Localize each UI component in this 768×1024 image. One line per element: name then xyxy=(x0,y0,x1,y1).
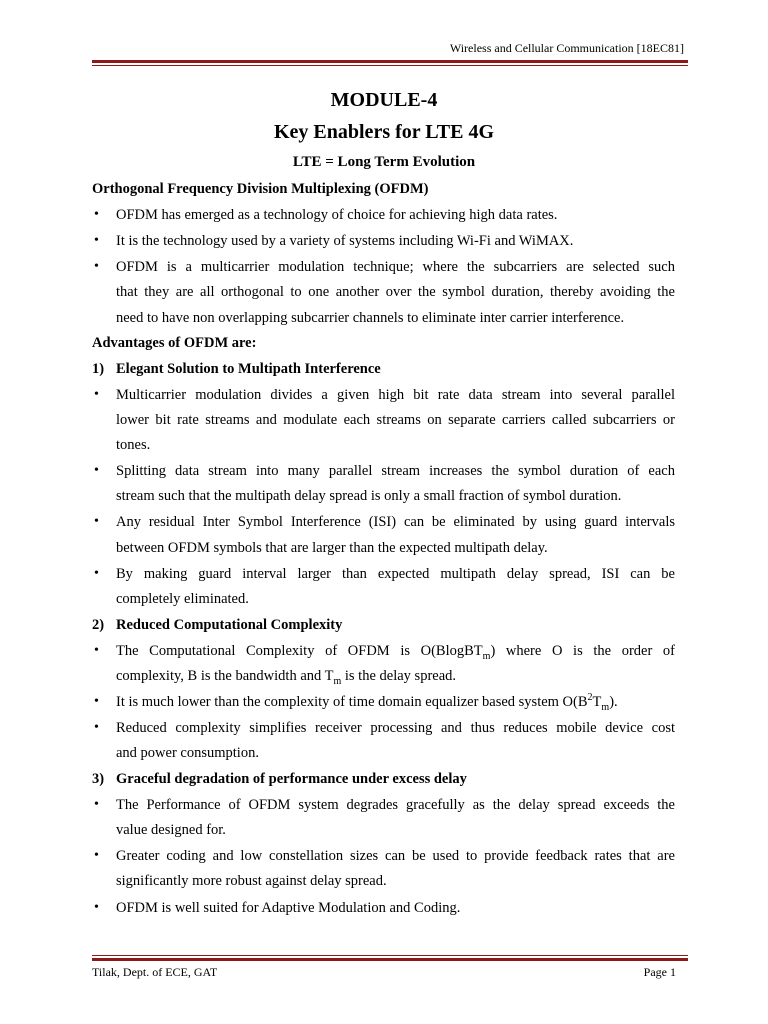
bullet-icon: • xyxy=(94,694,99,709)
s1-bullet-4-line-2: completely eliminated. xyxy=(116,591,249,607)
bullet-icon: • xyxy=(94,387,99,402)
s1-bullet-1-line-1: Multicarrier modulation divides a given high bit rate data stream into several parallel xyxy=(116,387,675,403)
module-title: MODULE-4 xyxy=(330,89,438,111)
section-1-title: Elegant Solution to Multipath Interference xyxy=(116,361,381,377)
header-rule-thick xyxy=(92,60,688,63)
superscript-2: 2 xyxy=(587,692,593,704)
header-rule-thin xyxy=(92,65,688,66)
page-number: Page 1 xyxy=(643,965,676,979)
s2-bullet-2 xyxy=(116,693,618,711)
section-1-number: 1) xyxy=(92,361,105,377)
bullet-icon: • xyxy=(94,233,99,248)
s1-bullet-3-line-2: between OFDM symbols that are larger than the expected multipath delay. xyxy=(116,540,548,556)
bullet-icon: • xyxy=(94,720,99,735)
ofdm-bullet-3-line-1: OFDM is a multicarrier modulation technique; where the subcarriers are selected such xyxy=(116,259,675,275)
bullet-icon: • xyxy=(94,566,99,581)
bullet-icon: • xyxy=(94,514,99,529)
s2-bullet-3-line-2: and power consumption. xyxy=(116,745,259,761)
complexity-text-end: ) where O is the order of xyxy=(490,643,675,659)
s3-bullet-1-line-2: value designed for. xyxy=(116,822,226,838)
equalizer-text: It is much lower than the complexity of time domain equalizer based system O(B xyxy=(116,694,588,710)
s1-bullet-2-line-1: Splitting data stream into many parallel stream increases the symbol duration of each xyxy=(116,463,675,479)
ofdm-bullet-3-line-2: that they are all orthogonal to one another over the symbol duration, thereby avoiding the xyxy=(116,284,675,300)
ofdm-bullet-2: It is the technology used by a variety of systems including Wi-Fi and WiMAX. xyxy=(116,233,574,249)
complexity-text-2: complexity, B is the bandwidth and T xyxy=(116,668,334,684)
section-3-number: 3) xyxy=(92,771,105,787)
footer-author: Tilak, Dept. of ECE, GAT xyxy=(92,965,218,979)
s1-bullet-3-line-1: Any residual Inter Symbol Interference (ISI) can be eliminated by using guard intervals xyxy=(116,514,675,530)
ofdm-bullet-3-line-3: need to have non overlapping subcarrier channels to eliminate inter carrier interference. xyxy=(116,310,625,326)
bullet-icon: • xyxy=(94,207,99,222)
s1-bullet-2-line-2: stream such that the multipath delay spread is only a small fraction of symbol duration. xyxy=(116,488,622,504)
s3-bullet-1-line-1: The Performance of OFDM system degrades gracefully as the delay spread exceeds the xyxy=(116,797,675,813)
footer-rule-thin xyxy=(92,955,688,956)
s1-bullet-1-line-2: lower bit rate streams and modulate each streams on separate carriers called subcarriers or xyxy=(116,412,675,428)
page-subtitle: LTE = Long Term Evolution xyxy=(292,154,476,170)
s2-bullet-1-line-2 xyxy=(116,667,456,685)
bullet-icon: • xyxy=(94,463,99,478)
complexity-text-2-end: is the delay spread. xyxy=(341,668,457,684)
s3-bullet-2-line-2: significantly more robust against delay spread. xyxy=(116,873,387,889)
bullet-icon: • xyxy=(94,900,99,915)
bullet-icon: • xyxy=(94,848,99,863)
section-2-title: Reduced Computational Complexity xyxy=(116,617,343,633)
subscript-m: m xyxy=(482,650,491,662)
section-3-title: Graceful degradation of performance under excess delay xyxy=(116,771,467,787)
ofdm-bullet-1: OFDM has emerged as a technology of choice for achieving high data rates. xyxy=(116,207,558,223)
bullet-icon: • xyxy=(94,797,99,812)
page-title: Key Enablers for LTE 4G xyxy=(273,121,495,143)
s1-bullet-1-line-3: tones. xyxy=(116,437,151,453)
s3-bullet-2-line-1: Greater coding and low constellation sizes can be used to provide feedback rates that are xyxy=(116,848,675,864)
subscript-m: m xyxy=(601,701,610,713)
section-2-number: 2) xyxy=(92,617,105,633)
s3-bullet-3: OFDM is well suited for Adaptive Modulation and Coding. xyxy=(116,900,461,916)
s2-bullet-3-line-1: Reduced complexity simplifies receiver processing and thus reduces mobile device cost xyxy=(116,720,675,736)
s1-bullet-4-line-1: By making guard interval larger than expected multipath delay spread, ISI can be xyxy=(116,566,675,582)
subscript-m: m xyxy=(333,675,342,687)
s2-bullet-1-line-1 xyxy=(116,642,675,660)
advantages-heading: Advantages of OFDM are: xyxy=(92,335,257,351)
complexity-text: The Computational Complexity of OFDM is O(BlogBT xyxy=(116,643,483,659)
running-header: Wireless and Cellular Communication [18EC81] xyxy=(449,41,684,55)
equalizer-text-end: ). xyxy=(609,694,618,710)
bullet-icon: • xyxy=(94,643,99,658)
equalizer-t: T xyxy=(592,694,602,710)
footer-rule-thick xyxy=(92,958,688,961)
bullet-icon: • xyxy=(94,259,99,274)
ofdm-heading: Orthogonal Frequency Division Multiplexing (OFDM) xyxy=(92,181,429,197)
